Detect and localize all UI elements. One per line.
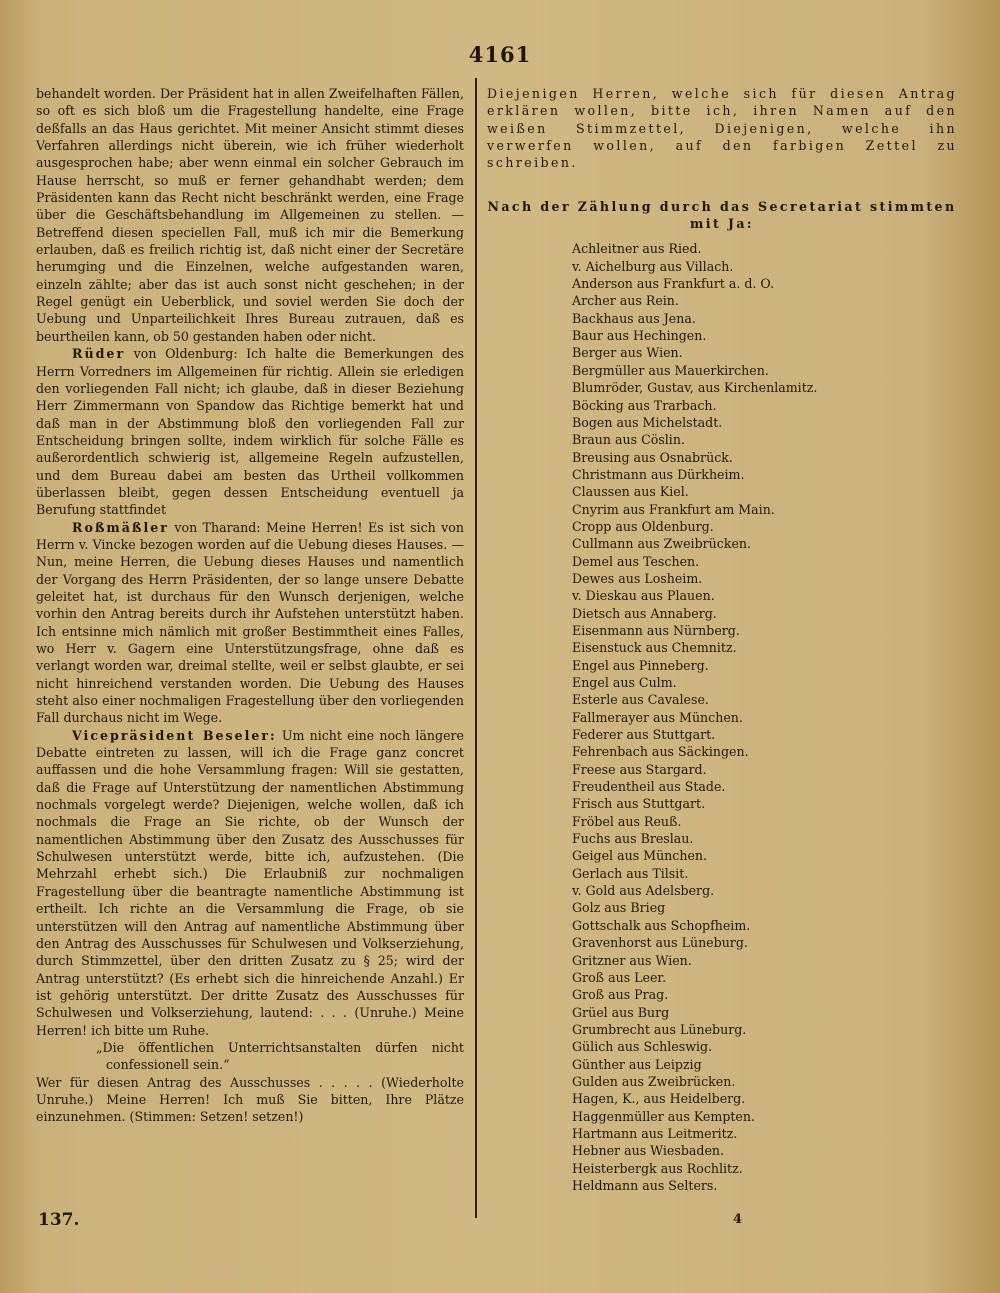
- voter-name: Bogen aus Michelstadt.: [572, 414, 723, 430]
- voter-name: Federer aus Stuttgart.: [572, 727, 716, 743]
- speech-text: von Oldenburg: Ich halte die Bemerkungen des Herrn Vorredners im Allgemeinen für richtig. Allein sie erledigen den vorliegenden Fall nicht; ich glaube, daß in dieser Beziehung Herr Zimmermann von Spandow das Richtige bemerkt hat und daß man in der Abstimmung bloß den vorliegenden Fall zur Entscheidung bringen sollte, indem wirklich für solche Fälle es außerordentlich schwierig ist, allgemeine Regeln aufzustellen, und dem Bureau dabei am besten das Urtheil vollkommen überlassen bleibt, gegen dessen Entscheidung eventuell ja Berufung stattfindet: [36, 346, 464, 518]
- voter-name: Freese aus Stargard.: [572, 761, 707, 777]
- speech-text: von Tharand: Meine Herren! Es ist sich von Herrn v. Vincke bezogen worden auf die Uebung dieses Hauses. — Nun, meine Herren, die Uebung dieses Hauses und namentlich der Vorgang des Herrn Präsidenten, der so lange unsere Debatte geleitet hat, ist durchaus für den Wunsch derjenigen, welche vorhin den Antrag bereits durch ihr Aufstehen unterstützt haben. Ich entsinne mich nämlich mit großer Bestimmtheit eines Falles, wo Herr v. Gagern eine Unterstützungsfrage, ohne daß es verlangt worden war, dreimal stellte, weil er selbst glaubte, er sei nicht hinreichend verstanden worden. Die Uebung des Hauses steht also einer nochmaligen Fragestellung über den vorliegenden Fall durchaus nicht im Wege.: [36, 519, 464, 726]
- paragraph-rossmaessler: [36, 519, 464, 727]
- voter-name: Braun aus Cöslin.: [572, 432, 685, 448]
- speech-text: Um nicht eine noch längere Debatte eintreten zu lassen, will ich die Frage ganz concret auffassen und die hohe Versammlung fragen: Will sie gestatten, daß die Frage auf Unterstützung der namentlichen Abstimmung nochmals vorgelegt werde? Diejenigen, welche wollen, daß ich nochmals die Frage an Sie richte, ob der Wunsch der namentlichen Abstimmung über den Zusatz des Ausschusses für Schulwesen unterstützt werde, bitte ich, aufzustehen. (Die Mehrzahl erhebt sich.) Die Erlaubniß zur nochmaligen Fragestellung über die beantragte namentliche Abstimmung ist ertheilt. Ich richte an die Versammlung die Frage, ob sie unterstützen will den Antrag auf namentliche Abstimmung über den Antrag des Ausschusses für Schulwesen und Volkserziehung, durch Stimmzettel, über den dritten Zusatz zu § 25; wird der Antrag unterstützt? (Es erhebt sich die hinreichende Anzahl.) Er ist gehörig unterstützt. Der dritte Zusatz des Ausschusses für Schulwesen und Volkserziehung, lautend: . . . (Unruhe.) Meine Herren! ich bitte um Ruhe.: [36, 727, 464, 1038]
- voter-name: Eisenmann aus Nürnberg.: [572, 622, 740, 638]
- voter-name: Hartmann aus Leitmeritz.: [572, 1125, 738, 1141]
- voter-name: Christmann aus Dürkheim.: [572, 466, 745, 482]
- right-column: [487, 85, 957, 1194]
- speaker-name: Vicepräsident Beseler:: [72, 727, 277, 743]
- voter-name: Fröbel aus Reuß.: [572, 813, 682, 829]
- voter-name: Baur aus Hechingen.: [572, 328, 707, 344]
- voter-name: Geigel aus München.: [572, 848, 708, 864]
- voter-name: Günther aus Leipzig: [572, 1056, 702, 1072]
- voter-name: Engel aus Pinneberg.: [572, 657, 709, 673]
- voter-name: Dietsch aus Annaberg.: [572, 605, 717, 621]
- voter-name: Groß aus Prag.: [572, 987, 669, 1003]
- voter-name: Freudentheil aus Stade.: [572, 779, 726, 795]
- voter-name: Heldmann aus Selters.: [572, 1177, 718, 1193]
- voter-name: v. Gold aus Adelsberg.: [572, 883, 715, 899]
- paragraph-rueder: [36, 345, 464, 518]
- voter-name: Böcking aus Trarbach.: [572, 397, 717, 413]
- column-divider: [475, 78, 477, 1218]
- voter-name: Gottschalk aus Schopfheim.: [572, 917, 751, 933]
- yes-voter-list: [487, 240, 957, 1194]
- voter-name: Achleitner aus Ried.: [572, 241, 702, 257]
- voter-name: Haggenmüller aus Kempten.: [572, 1108, 756, 1124]
- voter-name: Cullmann aus Zweibrücken.: [572, 536, 752, 552]
- voter-name: v. Aichelburg aus Villach.: [572, 258, 734, 274]
- voter-name: Engel aus Culm.: [572, 675, 677, 690]
- voter-name: Hagen, K., aus Heidelberg.: [572, 1091, 746, 1107]
- voter-name: Backhaus aus Jena.: [572, 310, 696, 326]
- speaker-name: Rüder: [72, 346, 126, 362]
- voter-name: Bergmüller aus Mauerkirchen.: [572, 362, 769, 378]
- sheet-mark: 4: [733, 1212, 743, 1227]
- left-column: [36, 85, 464, 1126]
- vote-instructions: Diejenigen Herren, welche sich für diesen Antrag erklären wollen, bitte ich, ihren Namen auf den weißen Stimmzettel, Diejenigen, welche ihn verwerfen wollen, auf den farbigen Zettel zu schreiben.: [487, 86, 957, 171]
- voter-name: Fehrenbach aus Säckingen.: [572, 744, 749, 760]
- sheet-signature: 137.: [38, 1210, 80, 1230]
- voter-name: Fuchs aus Breslau.: [572, 831, 694, 847]
- voter-name: Gülich aus Schleswig.: [572, 1039, 713, 1055]
- voter-name: Fallmerayer aus München.: [572, 709, 743, 725]
- voter-name: Demel aus Teschen.: [572, 553, 700, 569]
- voter-name: Berger aus Wien.: [572, 345, 683, 361]
- voter-name: Gravenhorst aus Lüneburg.: [572, 935, 748, 951]
- voter-name: Cropp aus Oldenburg.: [572, 518, 714, 534]
- voter-name: Gerlach aus Tilsit.: [572, 865, 689, 881]
- voter-name: Golz aus Brieg: [572, 900, 666, 916]
- voter-name: Grumbrecht aus Lüneburg.: [572, 1021, 747, 1037]
- voter-name: Archer aus Rein.: [572, 293, 679, 309]
- voter-name: Gulden aus Zweibrücken.: [572, 1073, 736, 1089]
- paragraph-president-remarks: behandelt worden. Der Präsident hat in allen Zweifelhaften Fällen, so oft es sich bloß um die Fragestellung handelte, eine Frage deßfalls an das Haus gerichtet. Mit meiner Ansicht stimmt dieses Verfahren allerdings nicht überein, wie ich früher wiederholt ausgesprochen habe; aber wenn einmal ein solcher Gebrauch im Hause herrscht, so muß er ferner gehandhabt werden; dem Präsidenten kann das Recht nicht beschränkt werden, eine Frage über die Geschäftsbehandlung im Allgemeinen zu stellen. — Betreffend diesen speciellen Fall, muß ich mir die Bemerkung erlauben, daß es freilich richtig ist, daß nicht einer der Secretäre herumging und die Einzelnen, welche aufgestanden waren, einzeln zählte; aber das ist auch sonst nicht geschehen; in der Regel genügt ein Ueberblick, und soviel werden Sie doch der Uebung und Unparteilichkeit Ihres Bureau zutrauen, daß es beurtheilen kann, ob 50 gestanden haben oder nicht.: [36, 86, 464, 344]
- voter-name: Hebner aus Wiesbaden.: [572, 1143, 725, 1159]
- page-number: 4161: [468, 42, 532, 67]
- voter-name: Dewes aus Losheim.: [572, 570, 703, 586]
- voter-name: Frisch aus Stuttgart.: [572, 796, 706, 812]
- voter-name: Gritzner aus Wien.: [572, 952, 692, 968]
- quoted-motion: „Die öffentlichen Unterrichtsanstalten dürfen nicht confessionell sein.“: [96, 1039, 464, 1073]
- voter-name: Esterle aus Cavalese.: [572, 692, 709, 708]
- speaker-name: Roßmäßler: [72, 519, 169, 535]
- voter-name: Groß aus Leer.: [572, 969, 667, 985]
- voter-name: Breusing aus Osnabrück.: [572, 449, 733, 465]
- paragraph-beseler: [36, 727, 464, 1039]
- voter-name: Eisenstuck aus Chemnitz.: [572, 640, 737, 656]
- voter-name: Cnyrim aus Frankfurt am Main.: [572, 501, 775, 517]
- voter-name: Heisterbergk aus Rochlitz.: [572, 1160, 743, 1176]
- vote-result-heading: Nach der Zählung durch das Secretariat stimmten mit Ja:: [487, 198, 957, 232]
- voter-name: Blumröder, Gustav, aus Kirchenlamitz.: [572, 380, 818, 396]
- paragraph-vote-call: Wer für diesen Antrag des Ausschusses . . . . . (Wiederholte Unruhe.) Meine Herren! Ich muß Sie bitten, Ihre Plätze einzunehmen. (Stimmen: Setzen! setzen!): [36, 1074, 464, 1125]
- voter-name: v. Dieskau aus Plauen.: [572, 588, 715, 604]
- voter-name: Anderson aus Frankfurt a. d. O.: [572, 276, 775, 292]
- voter-name: Claussen aus Kiel.: [572, 484, 689, 500]
- voter-name: Grüel aus Burg: [572, 1004, 670, 1020]
